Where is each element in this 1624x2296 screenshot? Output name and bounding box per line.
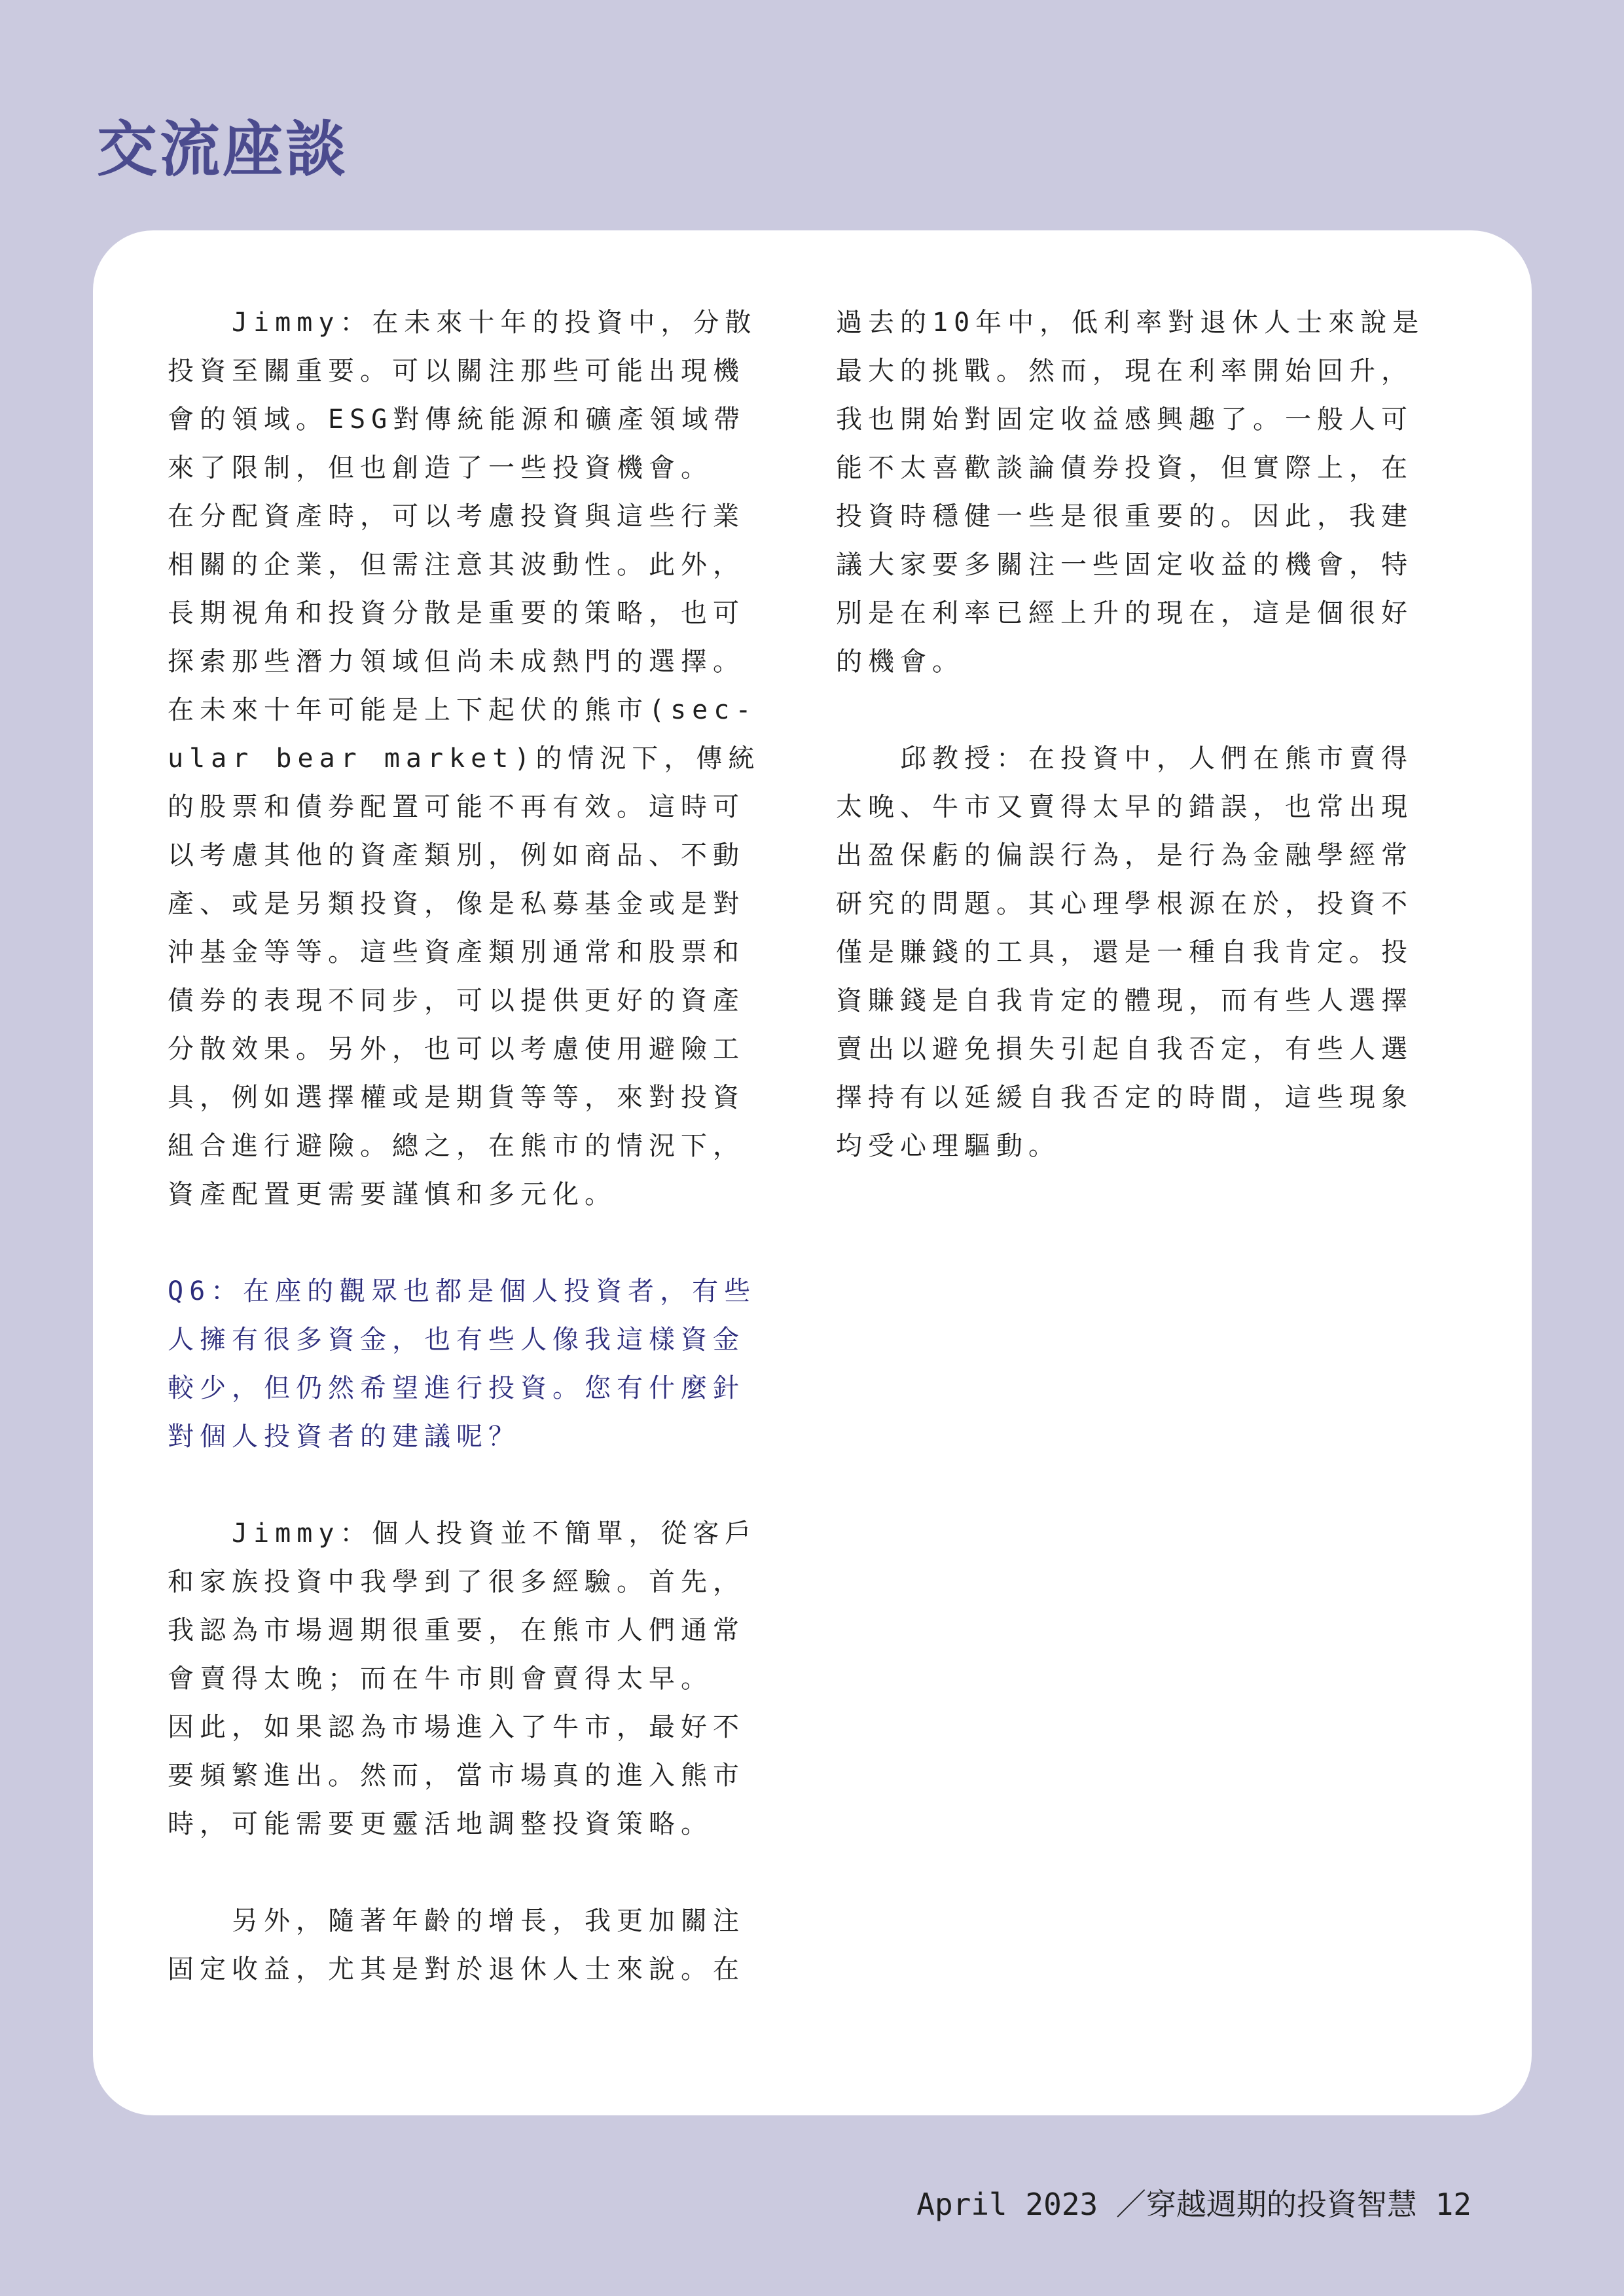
text-line: Q6：在座的觀眾也都是個人投資者，有些 [168, 1276, 757, 1306]
text-line: 另外，隨著年齡的增長，我更加關注 [168, 1906, 745, 1936]
text-line: 以考慮其他的資產類別，例如商品、不動 [168, 840, 745, 870]
text-line: Jimmy：個人投資並不簡單，從客戶 [168, 1518, 757, 1549]
text-line: 能不太喜歡談論債券投資，但實際上，在 [836, 453, 1413, 483]
text-line: 相關的企業，但需注意其波動性。此外， [168, 550, 745, 580]
text-line: 在未來十年可能是上下起伏的熊市(sec- [168, 695, 757, 725]
text-line: 邱教授：在投資中，人們在熊市賣得 [836, 744, 1413, 774]
text-line: 資賺錢是自我肯定的體現，而有些人選擇 [836, 986, 1413, 1016]
answer-professor-chiu [836, 734, 1435, 1170]
text-line: 出盈保虧的偏誤行為，是行為金融學經常 [836, 840, 1413, 870]
text-line: 產、或是另類投資，像是私募基金或是對 [168, 889, 745, 919]
text-line: 最大的挑戰。然而，現在利率開始回升， [836, 356, 1413, 386]
section-title: 交流座談 [97, 115, 349, 185]
text-line: 具，例如選擇權或是期貨等等，來對投資 [168, 1083, 745, 1113]
text-line: 賣出以避免損失引起自我否定，有些人選 [836, 1034, 1413, 1064]
text-line: ular bear market)的情況下，傳統 [168, 744, 761, 774]
answer-jimmy-1 [168, 298, 763, 1219]
text-line: 分散效果。另外，也可以考慮使用避險工 [168, 1034, 745, 1064]
text-line: 擇持有以延緩自我否定的時間，這些現象 [836, 1083, 1413, 1113]
text-line: 我認為市場週期很重要，在熊市人們通常 [168, 1615, 745, 1645]
page-footer: April 2023 ／穿越週期的投資智慧 12 [916, 2187, 1471, 2222]
answer-jimmy-continued [836, 298, 1435, 686]
text-line: Jimmy：在未來十年的投資中，分散 [168, 308, 757, 338]
text-line: 投資至關重要。可以關注那些可能出現機 [168, 356, 745, 386]
text-line: 長期視角和投資分散是重要的策略，也可 [168, 598, 745, 628]
text-line: 因此，如果認為市場進入了牛市，最好不 [168, 1712, 745, 1742]
left-column [168, 298, 763, 2042]
text-line: 探索那些潛力領域但尚未成熱門的選擇。 [168, 647, 745, 677]
question-q6 [168, 1267, 763, 1461]
text-line: 較少，但仍然希望進行投資。您有什麼針 [168, 1373, 745, 1403]
text-line: 資產配置更需要謹慎和多元化。 [168, 1179, 617, 1210]
text-line: 投資時穩健一些是很重要的。因此，我建 [836, 501, 1413, 531]
text-line: 研究的問題。其心理學根源在於，投資不 [836, 889, 1413, 919]
text-line: 均受心理驅動。 [836, 1131, 1060, 1161]
right-column [836, 298, 1435, 1219]
text-line: 和家族投資中我學到了很多經驗。首先， [168, 1567, 745, 1597]
text-line: 人擁有很多資金，也有些人像我這樣資金 [168, 1325, 745, 1355]
text-line: 要頻繁進出。然而，當市場真的進入熊市 [168, 1761, 745, 1791]
text-line: 的機會。 [836, 647, 964, 677]
text-line: 會的領域。ESG對傳統能源和礦產領域帶 [168, 404, 746, 435]
text-line: 會賣得太晚；而在牛市則會賣得太早。 [168, 1664, 713, 1694]
text-line: 時，可能需要更靈活地調整投資策略。 [168, 1809, 713, 1839]
text-line: 我也開始對固定收益感興趣了。一般人可 [836, 404, 1413, 435]
text-line: 債券的表現不同步，可以提供更好的資產 [168, 986, 745, 1016]
text-line: 僅是賺錢的工具，還是一種自我肯定。投 [836, 937, 1413, 967]
answer-jimmy-3 [168, 1897, 763, 1994]
answer-jimmy-2 [168, 1509, 763, 1848]
text-line: 固定收益，尤其是對於退休人士來說。在 [168, 1954, 745, 1984]
text-line: 在分配資產時，可以考慮投資與這些行業 [168, 501, 745, 531]
text-line: 過去的10年中，低利率對退休人士來說是 [836, 308, 1425, 338]
text-line: 來了限制，但也創造了一些投資機會。 [168, 453, 713, 483]
text-line: 的股票和債券配置可能不再有效。這時可 [168, 792, 745, 822]
text-line: 沖基金等等。這些資產類別通常和股票和 [168, 937, 745, 967]
text-line: 對個人投資者的建議呢？ [168, 1422, 520, 1452]
content-card [93, 230, 1532, 2115]
text-line: 別是在利率已經上升的現在，這是個很好 [836, 598, 1413, 628]
text-line: 太晚、牛市又賣得太早的錯誤，也常出現 [836, 792, 1413, 822]
text-line: 組合進行避險。總之，在熊市的情況下， [168, 1131, 745, 1161]
text-line: 議大家要多關注一些固定收益的機會，特 [836, 550, 1413, 580]
